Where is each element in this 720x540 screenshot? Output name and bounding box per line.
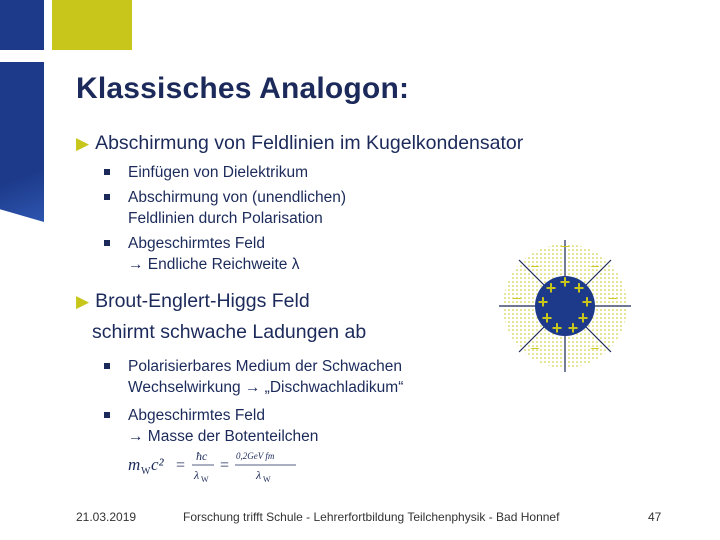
bullet-level1-1	[76, 132, 523, 155]
bullet-level1-2-cont	[92, 321, 366, 344]
sub-bullet-line: → Endliche Reichweite λ	[128, 256, 300, 273]
svg-text:+: +	[551, 318, 563, 338]
bullet-text: Brout-Englert-Higgs Feld	[95, 290, 310, 312]
sub-bullet-5	[104, 405, 318, 447]
footer-page-number: 47	[648, 510, 662, 524]
sub-bullet-line: → Masse der Botenteilchen	[128, 428, 319, 445]
corner-blue-block	[0, 0, 44, 50]
bullet-text: Abschirmung von Feldlinien im Kugelkondensator	[95, 132, 524, 154]
mass-formula	[128, 446, 308, 486]
sub-bullet-line: Abschirmung von (unendlichen)	[128, 189, 346, 206]
svg-text:+: +	[541, 308, 553, 328]
sub-bullet-1	[104, 162, 308, 183]
bullet-square-icon	[104, 412, 110, 418]
svg-text:+: +	[559, 272, 571, 292]
svg-text:–: –	[609, 289, 617, 305]
formula-eq-2: =	[220, 457, 230, 474]
svg-text:+: +	[567, 318, 579, 338]
svg-text:–: –	[561, 237, 569, 253]
bullet-square-icon	[104, 363, 110, 369]
formula-frac1-den: λ	[194, 468, 200, 482]
svg-text:–: –	[513, 289, 521, 305]
bullet-square-icon	[104, 194, 110, 200]
footer-center: Forschung trifft Schule - Lehrerfortbildung Teilchenphysik - Bad Honnef	[183, 510, 560, 524]
bullet-arrow-icon: ▶	[76, 292, 90, 311]
formula-c2: c²	[151, 455, 164, 474]
sub-bullet-line: Feldlinien durch Polarisation	[128, 210, 323, 227]
formula-m-sub: W	[141, 466, 151, 477]
svg-text:+: +	[573, 278, 585, 298]
formula-frac2-num: 0,2GeV fm	[236, 451, 275, 461]
svg-text:–: –	[531, 257, 539, 273]
formula-frac1-den-sub: W	[201, 475, 209, 484]
footer-date: 21.03.2019	[76, 510, 137, 524]
bullet-level1-2	[76, 290, 310, 313]
formula-frac2-den: λ	[256, 468, 262, 482]
bullet-arrow-icon: ▶	[76, 134, 90, 153]
sub-bullet-line: Einfügen von Dielektrikum	[128, 164, 309, 181]
corner-yellow-block	[52, 0, 132, 50]
bullet-square-icon	[104, 240, 110, 246]
sphere-capacitor-illustration	[495, 236, 635, 376]
bullet-text: schirmt schwache Ladungen ab	[92, 321, 367, 343]
svg-text:–: –	[591, 339, 599, 355]
formula-m: m	[128, 455, 141, 474]
left-blue-strip	[0, 62, 44, 222]
svg-text:+: +	[581, 292, 593, 312]
sub-bullet-4	[104, 356, 403, 398]
svg-text:+: +	[545, 278, 557, 298]
svg-text:+: +	[577, 308, 589, 328]
sub-bullet-line: Abgeschirmtes Feld	[128, 235, 265, 252]
svg-text:–: –	[591, 257, 599, 273]
svg-text:+: +	[537, 292, 549, 312]
bullet-square-icon	[104, 169, 110, 175]
sub-bullet-3	[104, 233, 299, 275]
formula-frac1-num: ħc	[196, 449, 208, 463]
svg-text:–: –	[531, 339, 539, 355]
sub-bullet-line: Polarisierbares Medium der Schwachen	[128, 358, 402, 375]
formula-frac2-den-sub: W	[263, 475, 271, 484]
sub-bullet-line: Wechselwirkung → „Dischwachladikum“	[128, 379, 404, 396]
sub-bullet-line: Abgeschirmtes Feld	[128, 407, 265, 424]
sub-bullet-2	[104, 187, 346, 229]
formula-eq-1: =	[176, 457, 186, 474]
slide-title: Klassisches Analogon:	[76, 72, 410, 105]
